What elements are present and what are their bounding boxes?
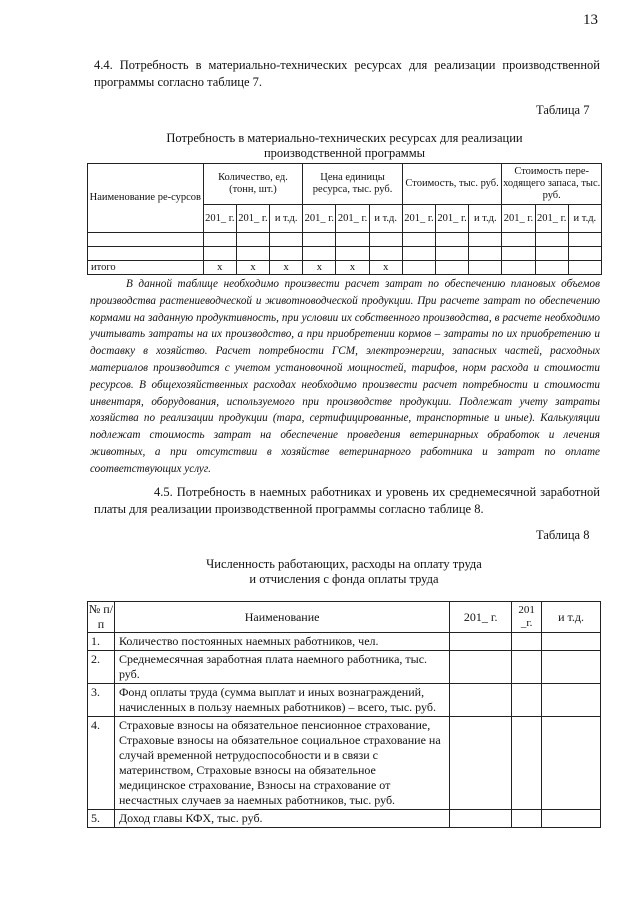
t8-row bbox=[88, 684, 601, 717]
table8-title-line1: Численность работающих, расходы на оплату труда bbox=[206, 557, 482, 571]
t7-year1: 201_ г. bbox=[402, 205, 435, 233]
table7-title-line2: производственной программы bbox=[263, 146, 426, 160]
t7-empty-row bbox=[88, 247, 602, 261]
t7-year1: 201_ г. bbox=[502, 205, 535, 233]
t8-row-num: 2. bbox=[88, 651, 115, 684]
t8-header-name: Наименование bbox=[114, 602, 449, 633]
t7-header-cost: Стоимость, тыс. руб. bbox=[402, 164, 502, 205]
t7-etc: и т.д. bbox=[270, 205, 303, 233]
t7-header-carry-cost: Стоимость пере-ходящего запаса, тыс. руб. bbox=[502, 164, 602, 205]
section-4-5-text: 4.5. Потребность в наемных работниках и уровень их среднемесячной заработной платы для реализации производственной программы согласно таблице 8. bbox=[94, 485, 600, 516]
t8-row-num: 5. bbox=[88, 810, 115, 828]
t7-x-mark: x bbox=[270, 261, 303, 275]
t8-row bbox=[88, 717, 601, 810]
t7-year2: 201_ г. bbox=[535, 205, 568, 233]
table7-note: В данной таблице необходимо произвести расчет затрат по обеспечению плановых объемов производства растениеводческой и животноводческой продукции. При расчете затрат по обеспечению кормами на заданную продуктивность, при условии их собственного производства, в расчете необходимо учитывать затраты на их производство, а при приобретении кормов – затраты по их приобретению и доставку в хозяйство. Расчет потребности ГСМ, электроэнергии, запасных частей, расходных материалов производится с учетом установочной мощностей, тарифов, норм расхода и стоимости ресурсов. В общехозяйственных расходах необходимо произвести расчет потребности и стоимости инвентаря, оборудования, используемого при производстве продукции. Подлежат учету затраты хозяйства по реализации продукции (тара, сертифицированные, транспортные и иные). Калькуляции подлежат стоимость затрат на обеспечение проведения ветеринарных обработок и лечения животных, а при отсутствии в хозяйстве ветеринарного работника и затрат по оплате соответствующих услуг. bbox=[90, 278, 600, 475]
t8-row-num: 1. bbox=[88, 633, 115, 651]
table8-title-line2: и отчисления с фонда оплаты труда bbox=[249, 572, 439, 586]
t7-year1: 201_ г. bbox=[203, 205, 236, 233]
table7 bbox=[87, 163, 602, 275]
t7-header-quantity: Количество, ед. (тонн, шт.) bbox=[203, 164, 303, 205]
t7-etc: и т.д. bbox=[568, 205, 601, 233]
t8-row-name: Страховые взносы на обязательное пенсионное страхование, Страховые взносы на обязательное социальное страхование на случай временной нетрудоспособности и в связи с материнством, Страховые взносы на обязательное медицинское страхование, Взносы на страхование от несчастных случаев за наемных работников, тыс. руб. bbox=[114, 717, 449, 810]
t8-header-etc: и т.д. bbox=[542, 602, 601, 633]
t7-empty-row bbox=[88, 233, 602, 247]
table7-title-line1: Потребность в материально-технических ресурсах для реализации bbox=[166, 131, 523, 145]
t8-row-name: Фонд оплаты труда (сумма выплат и иных вознаграждений, начисленных в пользу наемных работников) – всего, тыс. руб. bbox=[114, 684, 449, 717]
t7-etc: и т.д. bbox=[369, 205, 402, 233]
t7-header-price: Цена единицы ресурса, тыс. руб. bbox=[303, 164, 403, 205]
t8-row-name: Доход главы КФХ, тыс. руб. bbox=[114, 810, 449, 828]
t7-x-mark: x bbox=[303, 261, 336, 275]
table7-title bbox=[87, 131, 602, 161]
t8-row-num: 4. bbox=[88, 717, 115, 810]
t7-year1: 201_ г. bbox=[303, 205, 336, 233]
t8-row bbox=[88, 633, 601, 651]
table7-label: Таблица 7 bbox=[536, 103, 590, 117]
t8-row-name: Среднемесячная заработная плата наемного работника, тыс. руб. bbox=[114, 651, 449, 684]
section-4-4-text: 4.4. Потребность в материально-технических ресурсах для реализации производственной программы согласно таблице 7. bbox=[94, 58, 600, 89]
t7-x-mark: x bbox=[336, 261, 369, 275]
t8-row-name: Количество постоянных наемных работников, чел. bbox=[114, 633, 449, 651]
t7-year2: 201_ г. bbox=[435, 205, 468, 233]
t8-header-year2: 201 _г. bbox=[512, 602, 542, 633]
t7-x-mark: x bbox=[369, 261, 402, 275]
t8-header-year1: 201_ г. bbox=[450, 602, 512, 633]
page-number: 13 bbox=[583, 12, 598, 28]
t7-header-name: Наименование ре-сурсов bbox=[88, 164, 204, 233]
t7-x-mark: x bbox=[236, 261, 269, 275]
t8-row bbox=[88, 810, 601, 828]
t7-total-row bbox=[88, 261, 602, 275]
table8-label: Таблица 8 bbox=[536, 528, 590, 542]
t7-etc: и т.д. bbox=[469, 205, 502, 233]
t7-x-mark: x bbox=[203, 261, 236, 275]
t7-total-label: итого bbox=[88, 261, 204, 275]
table8-title bbox=[87, 557, 601, 587]
t8-row bbox=[88, 651, 601, 684]
t7-year2: 201_ г. bbox=[236, 205, 269, 233]
table8 bbox=[87, 601, 601, 828]
t8-header-num: № п/п bbox=[88, 602, 114, 631]
t8-row-num: 3. bbox=[88, 684, 115, 717]
t7-year2: 201_ г. bbox=[336, 205, 369, 233]
